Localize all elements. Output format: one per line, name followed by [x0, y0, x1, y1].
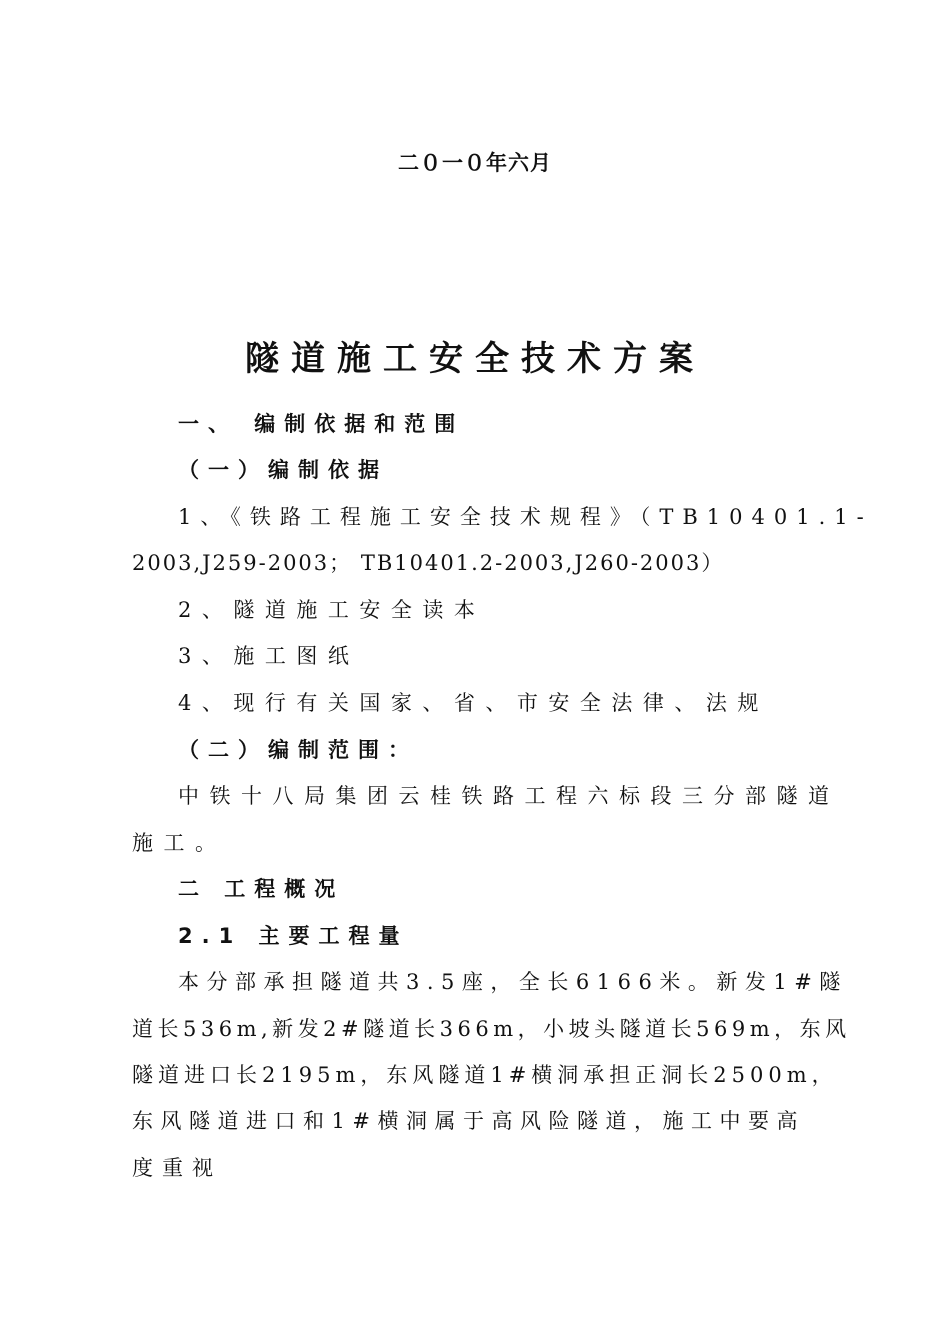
section-1-heading: 一、 编制依据和范围 [178, 412, 465, 436]
overview-line-1: 本分部承担隧道共3.5座，全长6166米。新发1#隧 [178, 970, 848, 994]
basis-item-1-line-1: 1、《铁路工程施工安全技术规程》（TB10401.1- [178, 505, 873, 529]
overview-line-5: 度重视 [132, 1156, 222, 1180]
scope-line-2: 施工。 [132, 831, 227, 855]
scope-line-1: 中铁十八局集团云桂铁路工程六标段三分部隧道 [178, 784, 840, 808]
section-2-heading: 二 工程概况 [178, 877, 345, 901]
subsection-2-1-heading: 2.1 主要工程量 [178, 924, 409, 948]
overview-line-2: 道长536m,新发2#隧道长366m，小坡头隧道长569m，东风 [132, 1017, 851, 1041]
subsection-1-2-heading: （二）编制范围： [178, 738, 418, 762]
basis-item-3: 3、施工图纸 [178, 644, 360, 668]
basis-item-4: 4、现行有关国家、省、市安全法律、法规 [178, 691, 769, 715]
date-line: 二０一０年六月 [398, 151, 552, 175]
basis-item-1-line-2: 2003,J259-2003； TB10401.2-2003,J260-2003） [132, 551, 725, 575]
subsection-1-1-heading: （一）编制依据 [178, 458, 388, 482]
document-title: 隧道施工安全技术方案 [245, 339, 705, 379]
overview-line-4: 东风隧道进口和1#横洞属于高风险隧道，施工中要高 [132, 1109, 805, 1133]
overview-line-3: 隧道进口长2195m，东风隧道1#横洞承担正洞长2500m， [132, 1063, 838, 1087]
basis-item-2: 2、隧道施工安全读本 [178, 598, 486, 622]
